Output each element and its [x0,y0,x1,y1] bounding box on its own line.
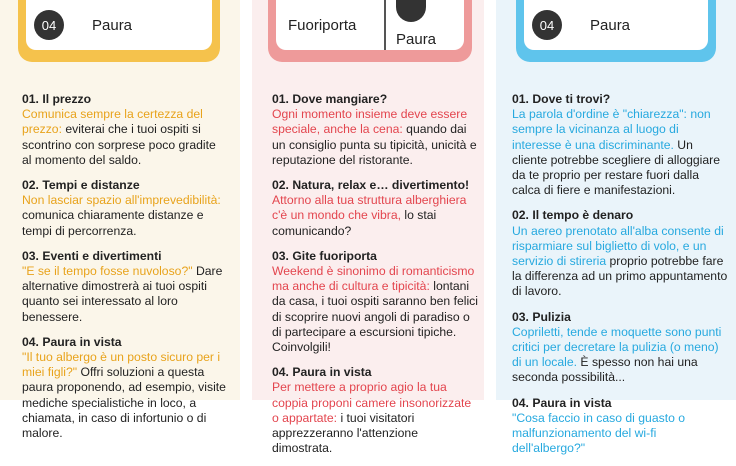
column-1-header [18,0,220,62]
list-item [22,178,228,239]
item-highlight: Un aereo prenotato all'alba consente di risparmiare sul biglietto di volo, e un servizio di stireria [512,223,724,269]
column-2-content [272,92,478,466]
column-1-content [22,92,228,451]
item-highlight: Weekend è sinonimo di romanticismo ma anche di cultura e tipicità: [272,264,475,294]
list-item [512,92,730,198]
list-item [272,92,478,168]
item-highlight-intro: La parola d'ordine è "chiarezza": [512,107,691,122]
item-body: comunica chiaramente distanze e tempi di percorrenza. [22,208,204,238]
header-label-right: Paura [396,30,437,48]
item-title: 04. Paura in vista [22,334,122,349]
list-item [512,310,730,386]
header-label: Paura [590,16,631,34]
item-body: eviterai che i tuoi ospiti si scontrino con sorprese poco gradite al momento del saldo. [22,122,216,167]
column-3-header [516,0,716,62]
item-title: 03. Pulizia [512,309,571,324]
list-item [512,208,730,299]
step-number-badge: 04 [34,10,64,40]
item-title: 01. Il prezzo [22,92,92,106]
item-body: quando dai un consiglio punta su tipicità, unicità e reputazione del ristorante. [272,122,477,167]
column-3 [496,0,736,456]
list-item [272,249,478,355]
item-title: 04. Paura in vista [512,395,612,410]
item-body: proprio potrebbe fare la differenza ad un primo appuntamento di lavoro. [512,254,728,299]
item-body: Dare alternative dimostrerà ai tuoi ospiti quanto sei interessato al loro benessere. [22,264,223,324]
item-highlight: "Cosa faccio in caso di guasto o malfunzionamento del wi-fi dell'albergo?" [512,410,686,456]
item-highlight: Ogni momento insieme deve essere speciale, anche la cena: [272,107,468,137]
item-title: 03. Gite fuoriporta [272,248,377,263]
item-title: 04. Paura in vista [272,365,372,380]
item-title: 03. Eventi e divertimenti [22,248,162,263]
header-label-left: Fuoriporta [288,16,357,34]
column-2 [252,0,484,456]
item-title: 02. Il tempo è denaro [512,208,634,223]
item-body: lontani da casa, i tuoi ospiti saranno ben felici di scoprire nuovi angoli di paradiso o di partecipare a escursioni tipiche. Coinvolgili! [272,279,478,355]
item-body: È spesso non hai una seconda possibilità... [512,355,698,385]
header-pill [524,0,708,50]
list-item [272,365,478,456]
item-highlight: Copriletti, tende e moquette sono punti critici per decretare la pulizia (o meno) di un locale. [512,324,722,370]
list-item [22,335,228,441]
item-highlight: Comunica sempre la certezza del prezzo: [22,107,203,137]
item-highlight: Per mettere a proprio agio la tua coppia proponi camere insonorizzate o appartate: [272,380,472,425]
item-highlight: Non lasciar spazio all'imprevedibilità: [22,193,221,208]
header-divider [384,0,386,50]
item-body: lo stai comunicando? [272,208,437,238]
column-1 [0,0,240,441]
item-body: Offri soluzioni a questa paura proponendo, ad esempio, visite mediche specialistiche in loco, a chiamata, in caso di infortunio o di malore. [22,365,226,441]
item-highlight: "E se il tempo fosse nuvoloso?" [22,264,193,279]
item-body: Un cliente potrebbe scegliere di alloggiare da te proprio per restare fuori dalla calca di fiere e manifestazioni. [512,137,720,198]
item-title: 01. Dove mangiare? [272,92,388,106]
list-item [272,178,478,239]
header-label: Paura [92,16,133,34]
item-title: 01. Dove ti trovi? [512,92,611,106]
item-body: i tuoi visitatori apprezzeranno l'attenzione dimostrata. [272,410,418,456]
item-highlight: Attorno alla tua struttura alberghiera c'è un mondo che vibra, [272,193,467,223]
item-title: 02. Natura, relax e… divertimento! [272,178,470,193]
list-item [512,396,730,457]
item-highlight: "Il tuo albergo è un posto sicuro per i miei figli?" [22,350,221,380]
header-pill [276,0,464,50]
item-highlight: non sempre la vicinanza al luogo di interesse è una discriminante. [512,107,711,152]
list-item [22,249,228,325]
header-pill [26,0,212,50]
item-title: 02. Tempi e distanze [22,178,140,193]
step-number-badge [396,0,426,22]
column-2-header [268,0,472,62]
list-item [22,92,228,168]
step-number-badge: 04 [532,10,562,40]
column-3-content [512,92,730,466]
